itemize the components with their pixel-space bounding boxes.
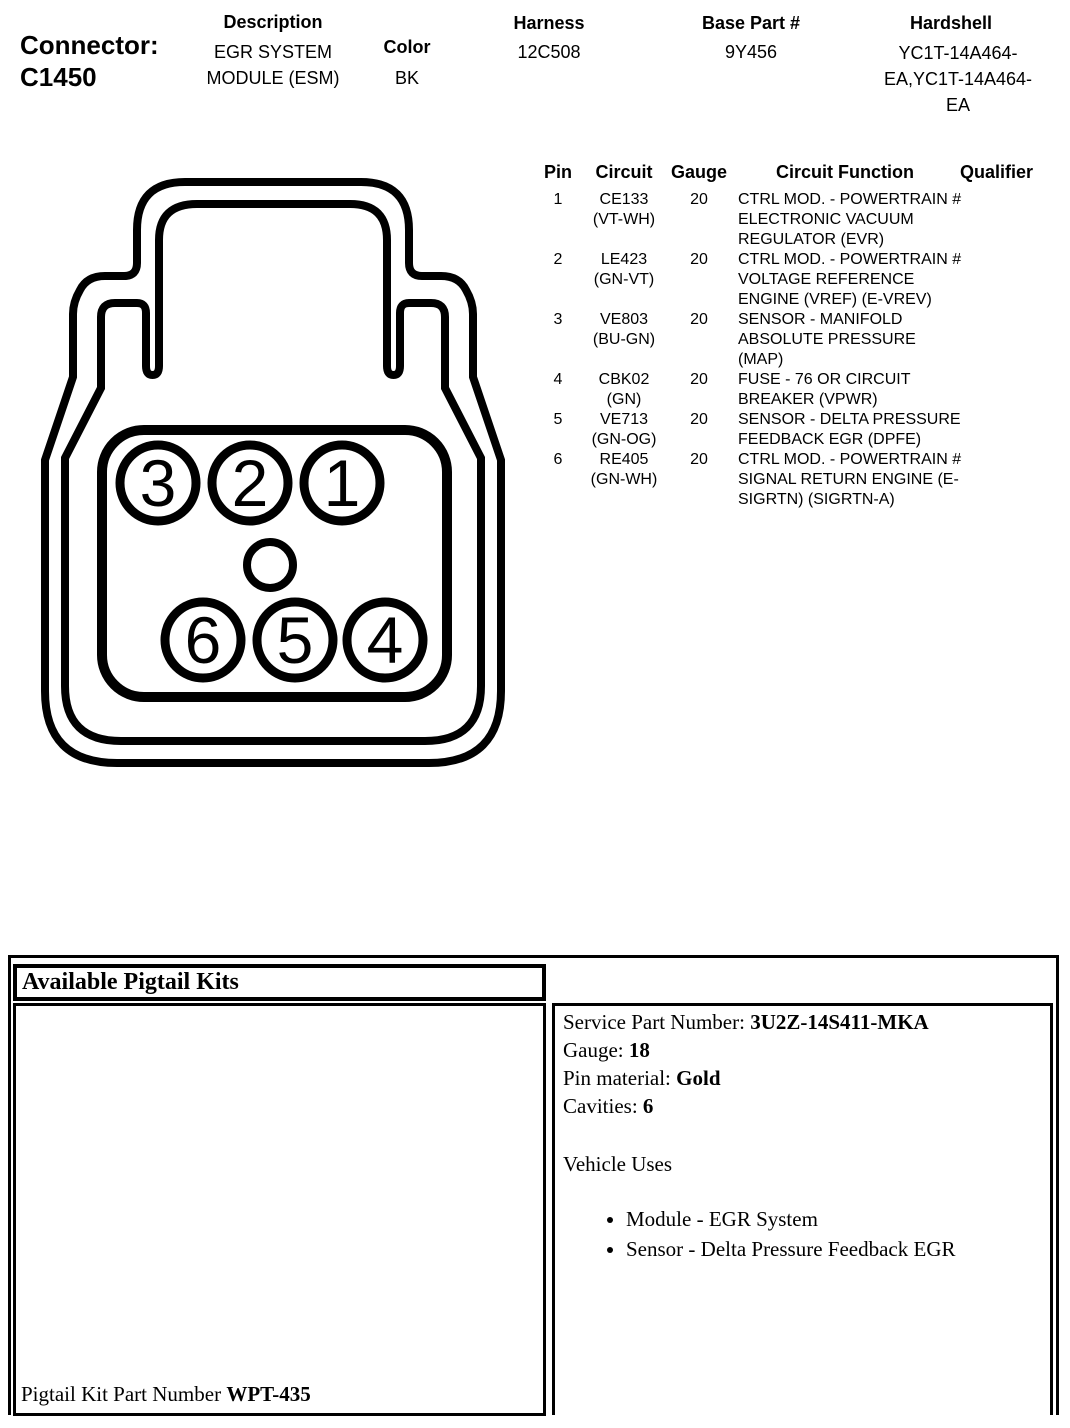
service-detail-line (563, 1092, 1044, 1120)
circuit-function-line: CTRL MOD. - POWERTRAIN # (738, 191, 962, 208)
qualifier-cell (960, 370, 1030, 410)
gauge-cell: 20 (690, 311, 708, 328)
pin-number: 4 (366, 603, 404, 677)
pin-table-header-function: Circuit Function (776, 162, 914, 182)
circuit-function-line: CTRL MOD. - POWERTRAIN # (738, 451, 962, 468)
color-header: Color (383, 37, 431, 57)
circuit-cell (580, 190, 668, 250)
service-detail-value: 3U2Z-14S411-MKA (750, 1010, 929, 1034)
base-part-value: 9Y456 (724, 42, 778, 62)
circuit-function-cell (730, 250, 960, 310)
harness-value: 12C508 (517, 42, 581, 62)
pin-table-row (536, 190, 1030, 250)
circuit-function-line: SIGRTN) (SIGRTN-A) (738, 491, 895, 508)
service-detail-line (563, 1036, 1044, 1064)
circuit-function-line: SENSOR - MANIFOLD (738, 311, 903, 328)
gauge-cell: 20 (690, 371, 708, 388)
circuit-color-code: (GN-WH) (590, 471, 658, 488)
circuit-cell (580, 310, 668, 370)
harness-header: Harness (513, 13, 585, 33)
vehicle-uses-list-item: • Module - EGR System (626, 1204, 1044, 1234)
circuit-function-line: (MAP) (738, 351, 784, 368)
qualifier-cell (960, 250, 1030, 310)
pigtail-kits-title-cell (13, 964, 546, 1001)
service-detail-label: Service Part Number: (563, 1010, 751, 1034)
service-part-cell (552, 1003, 1053, 1415)
circuit-function-cell (730, 190, 960, 250)
service-detail-label: Pin material: (563, 1066, 677, 1090)
hardshell-value-item: EA (945, 95, 970, 115)
service-detail-line (563, 1064, 1044, 1092)
service-info (563, 1008, 1044, 1120)
pin-table-rows (536, 190, 1030, 510)
index-boss (247, 542, 293, 588)
circuit-id: RE405 (599, 451, 649, 468)
service-detail-value: 6 (642, 1094, 654, 1118)
circuit-function-line: FUSE - 76 OR CIRCUIT (738, 371, 911, 388)
circuit-id: VE803 (599, 311, 649, 328)
gauge-cell: 20 (690, 411, 708, 428)
circuit-id: CE133 (599, 191, 649, 208)
pin-table-row (536, 310, 1030, 370)
pin-table-row (536, 370, 1030, 410)
qualifier-cell (960, 190, 1030, 250)
qualifier-cell (960, 450, 1030, 510)
circuit-function-line: ENGINE (VREF) (E-VREV) (738, 291, 932, 308)
circuit-function-line: ABSOLUTE PRESSURE (738, 331, 916, 348)
circuit-color-code: (GN) (606, 391, 642, 408)
vehicle-uses-list-item: • Sensor - Delta Pressure Feedback EGR (626, 1234, 1044, 1264)
hardshell-value-item: YC1T-14A464- (898, 43, 1018, 63)
description-value (193, 39, 353, 91)
circuit-function-line: CTRL MOD. - POWERTRAIN # (738, 251, 962, 268)
circuit-function-line: BREAKER (VPWR) (738, 391, 878, 408)
pin-cell: 5 (553, 411, 563, 428)
pin-table-row (536, 450, 1030, 510)
description-value-item: MODULE (ESM) (206, 68, 340, 88)
description-value-item: EGR SYSTEM (213, 42, 333, 62)
circuit-function-line: FEEDBACK EGR (DPFE) (738, 431, 922, 448)
pigtail-kit-part-number-line (21, 1382, 311, 1407)
base-part-header: Base Part # (701, 13, 801, 33)
service-detail-value: Gold (676, 1066, 721, 1090)
service-detail-label: Cavities: (563, 1094, 643, 1118)
circuit-function-cell (730, 450, 960, 510)
connector-face-diagram (0, 150, 540, 810)
color-value: BK (394, 68, 419, 88)
circuit-color-code: (GN-VT) (593, 271, 655, 288)
vehicle-uses-heading: Vehicle Uses (563, 1152, 673, 1176)
pin-table-header-qualifier: Qualifier (960, 162, 1034, 182)
qualifier-cell (960, 310, 1030, 370)
circuit-function-line: VOLTAGE REFERENCE (738, 271, 915, 288)
hardshell-header: Hardshell (909, 13, 993, 33)
circuit-function-line: SENSOR - DELTA PRESSURE (738, 411, 961, 428)
pigtail-kit-part-number-label: Pigtail Kit Part Number (21, 1382, 227, 1406)
vehicle-uses-list (563, 1204, 1044, 1264)
circuit-id: CBK02 (598, 371, 650, 388)
gauge-cell: 20 (690, 451, 708, 468)
pin-number: 3 (139, 446, 177, 520)
pin-cell: 2 (553, 251, 563, 268)
circuit-id: VE713 (599, 411, 649, 428)
pigtail-kit-part-number: WPT-435 (226, 1382, 311, 1406)
pin-table-header-circuit: Circuit (595, 162, 653, 182)
qualifier-cell (960, 410, 1030, 450)
pigtail-kit-cell (13, 1003, 546, 1416)
pin-number: 1 (323, 446, 361, 520)
pin-number: 5 (276, 603, 314, 677)
service-detail-label: Gauge: (563, 1038, 629, 1062)
circuit-function-line: REGULATOR (EVR) (738, 231, 885, 248)
gauge-cell: 20 (690, 191, 708, 208)
circuit-function-line: SIGNAL RETURN ENGINE (E- (738, 471, 959, 488)
pin-number: 6 (184, 603, 222, 677)
circuit-function-cell (730, 310, 960, 370)
pin-cell: 6 (553, 451, 563, 468)
pin-table-row (536, 410, 1030, 450)
gauge-cell: 20 (690, 251, 708, 268)
service-detail-value: 18 (628, 1038, 650, 1062)
service-detail-line (563, 1008, 1044, 1036)
pin-cell: 1 (553, 191, 563, 208)
circuit-color-code: (VT-WH) (592, 211, 656, 228)
circuit-cell (580, 250, 668, 310)
hardshell-value-item: EA,YC1T-14A464- (883, 69, 1033, 89)
pin-table-row (536, 250, 1030, 310)
pin-cell: 3 (553, 311, 563, 328)
circuit-cell (580, 410, 668, 450)
connector-id: C1450 (20, 62, 97, 92)
description-header: Description (223, 12, 323, 32)
pin-table-header-pin: Pin (543, 162, 572, 182)
circuit-cell (580, 370, 668, 410)
hardshell-value (878, 40, 1038, 118)
circuit-function-cell (730, 410, 960, 450)
pigtail-kits-title: Available Pigtail Kits (22, 969, 239, 995)
circuit-cell (580, 450, 668, 510)
pin-table-header (536, 162, 1034, 183)
circuit-function-cell (730, 370, 960, 410)
circuit-id: LE423 (600, 251, 648, 268)
connector-label: Connector: (20, 30, 159, 60)
pin-table-header-gauge: Gauge (670, 162, 727, 182)
pin-number: 2 (231, 446, 269, 520)
circuit-color-code: (GN-OG) (591, 431, 657, 448)
circuit-color-code: (BU-GN) (592, 331, 656, 348)
circuit-function-line: ELECTRONIC VACUUM (738, 211, 914, 228)
pin-cell: 4 (553, 371, 563, 388)
